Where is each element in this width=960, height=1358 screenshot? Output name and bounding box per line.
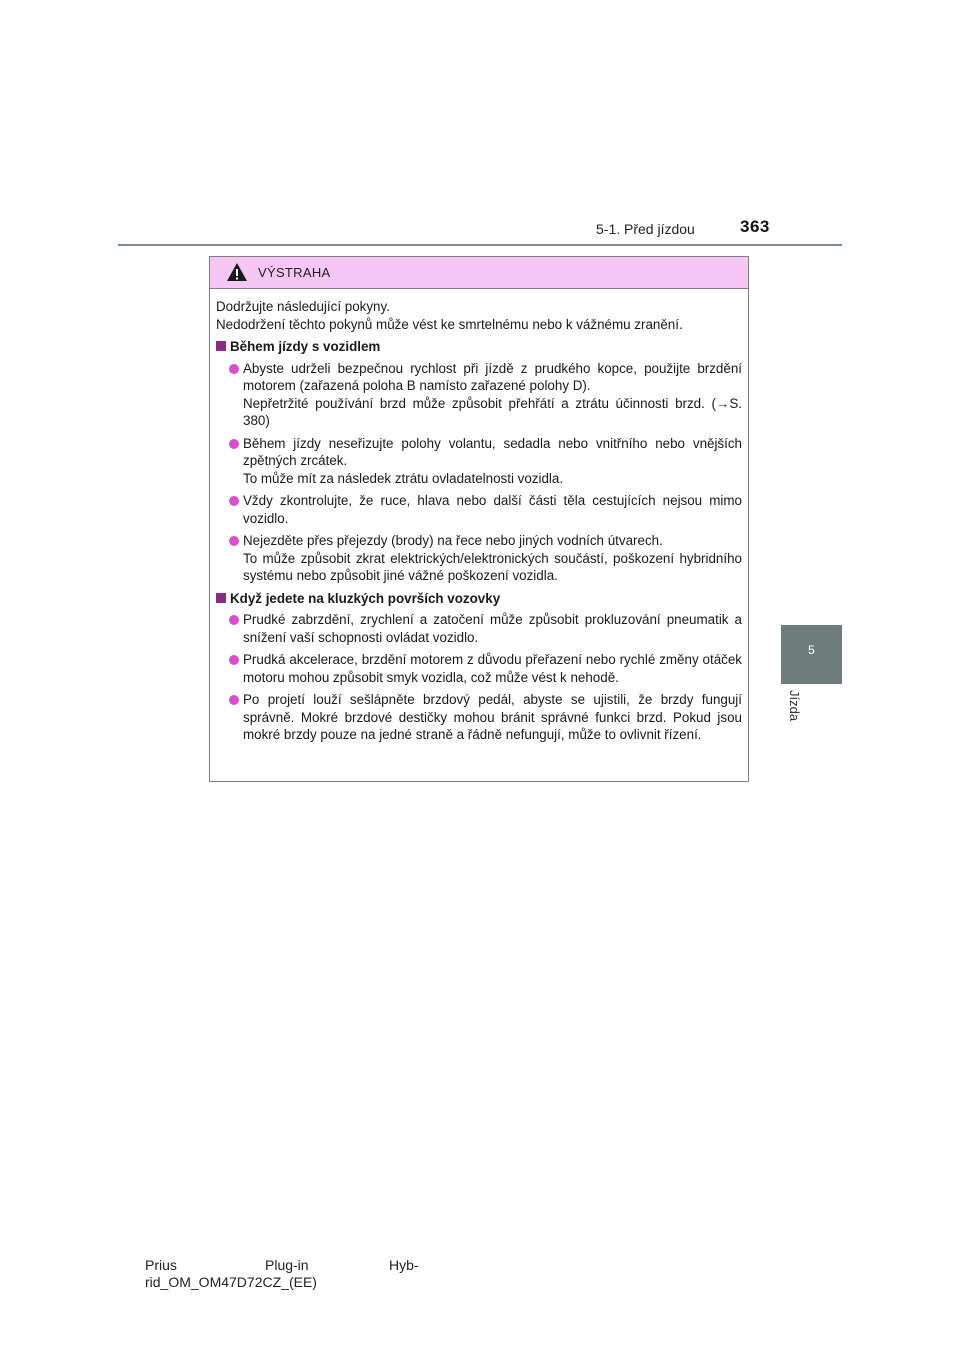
intro-line: Dodržujte následující pokyny. <box>216 299 390 314</box>
warning-body <box>210 289 748 744</box>
bullet-text: Abyste udrželi bezpečnou rychlost při jízdě z prudkého kopce, použijte brzdění motorem (zařazená poloha B namísto zařazené polohy D). <box>243 360 742 393</box>
footer-document-id <box>145 1257 419 1291</box>
section-title <box>216 338 742 356</box>
page-number: 363 <box>740 217 770 236</box>
bullet-text: Nepřetržité používání brzd může způsobit přehřátí a ztrátu účinnosti brzd. (→S. 380) <box>243 395 742 428</box>
chapter-label <box>786 690 806 730</box>
bullet-text: Během jízdy neseřizujte polohy volantu, sedadla nebo vnitřního nebo vnějších zpětných zrcátek. <box>243 435 742 468</box>
bullet-dot-icon <box>229 655 239 665</box>
footer-word: Hyb- <box>389 1257 419 1273</box>
bullet-text: Prudká akcelerace, brzdění motorem z důvodu přeřazení nebo rychlé změny otáček motoru mohou způsobit smyk vozidla, což může vést k nehodě. <box>243 652 742 685</box>
header-section-title: 5-1. Před jízdou <box>596 221 695 237</box>
warning-header <box>210 257 748 289</box>
section-title <box>216 590 742 608</box>
bullet-item <box>216 435 742 488</box>
warning-title: VÝSTRAHA <box>258 265 331 280</box>
bullet-text: Po projetí louží sešlápněte brzdový pedál, abyste se ujistili, že brzdy fungují správně. Mokré brzdové destičky mohou bránit správné funkci brzd. Pokud jsou mokré brzdy pouze na jedné straně a řádně nefungují, může to ovlivnit řízení. <box>243 692 742 742</box>
bullet-dot-icon <box>229 439 239 449</box>
chapter-number: 5 <box>808 643 815 657</box>
warning-box <box>209 256 749 782</box>
chapter-tab <box>781 625 842 684</box>
bullet-item <box>216 691 742 744</box>
chapter-label-text: Jízda <box>787 690 802 722</box>
bullet-dot-icon <box>229 496 239 506</box>
bullet-text: To může způsobit zkrat elektrických/elektronických součástí, poškození hybridního systému nebo způsobit jiné vážné poškození vozidla. <box>243 550 742 583</box>
bullet-text: To může mít za následek ztrátu ovladatelnosti vozidla. <box>243 470 564 486</box>
bullet-dot-icon <box>229 615 239 625</box>
bullet-dot-icon <box>229 695 239 705</box>
warning-intro <box>216 298 742 333</box>
header-rule <box>118 244 842 246</box>
section-title-text: Během jízdy s vozidlem <box>230 339 381 354</box>
bullet-dot-icon <box>229 536 239 546</box>
bullet-item <box>216 651 742 686</box>
bullet-text: Vždy zkontrolujte, že ruce, hlava nebo další části těla cestujících nejsou mimo vozidlo. <box>243 493 742 526</box>
intro-line: Nedodržení těchto pokynů může vést ke smrtelnému nebo k vážnému zranění. <box>216 316 683 332</box>
footer-line <box>145 1257 419 1274</box>
bullet-text: Prudké zabrzdění, zrychlení a zatočení může způsobit prokluzování pneumatik a snížení vaší schopnosti ovládat vozidlo. <box>243 612 742 645</box>
footer-line: rid_OM_OM47D72CZ_(EE) <box>145 1274 317 1290</box>
bullet-item <box>216 492 742 527</box>
warning-triangle-icon <box>226 262 248 282</box>
bullet-item <box>216 611 742 646</box>
section-title-text: Když jedete na kluzkých površích vozovky <box>230 590 501 606</box>
warning-section <box>216 338 742 585</box>
footer-word: Prius <box>145 1257 177 1273</box>
section-square-icon <box>216 341 226 351</box>
bullet-text: Nejezděte přes přejezdy (brody) na řece nebo jiných vodních útvarech. <box>243 533 663 548</box>
bullet-dot-icon <box>229 364 239 374</box>
bullet-item <box>216 360 742 430</box>
bullet-item <box>216 532 742 585</box>
footer-word: Plug-in <box>265 1257 309 1273</box>
warning-section <box>216 590 742 744</box>
section-square-icon <box>216 593 226 603</box>
